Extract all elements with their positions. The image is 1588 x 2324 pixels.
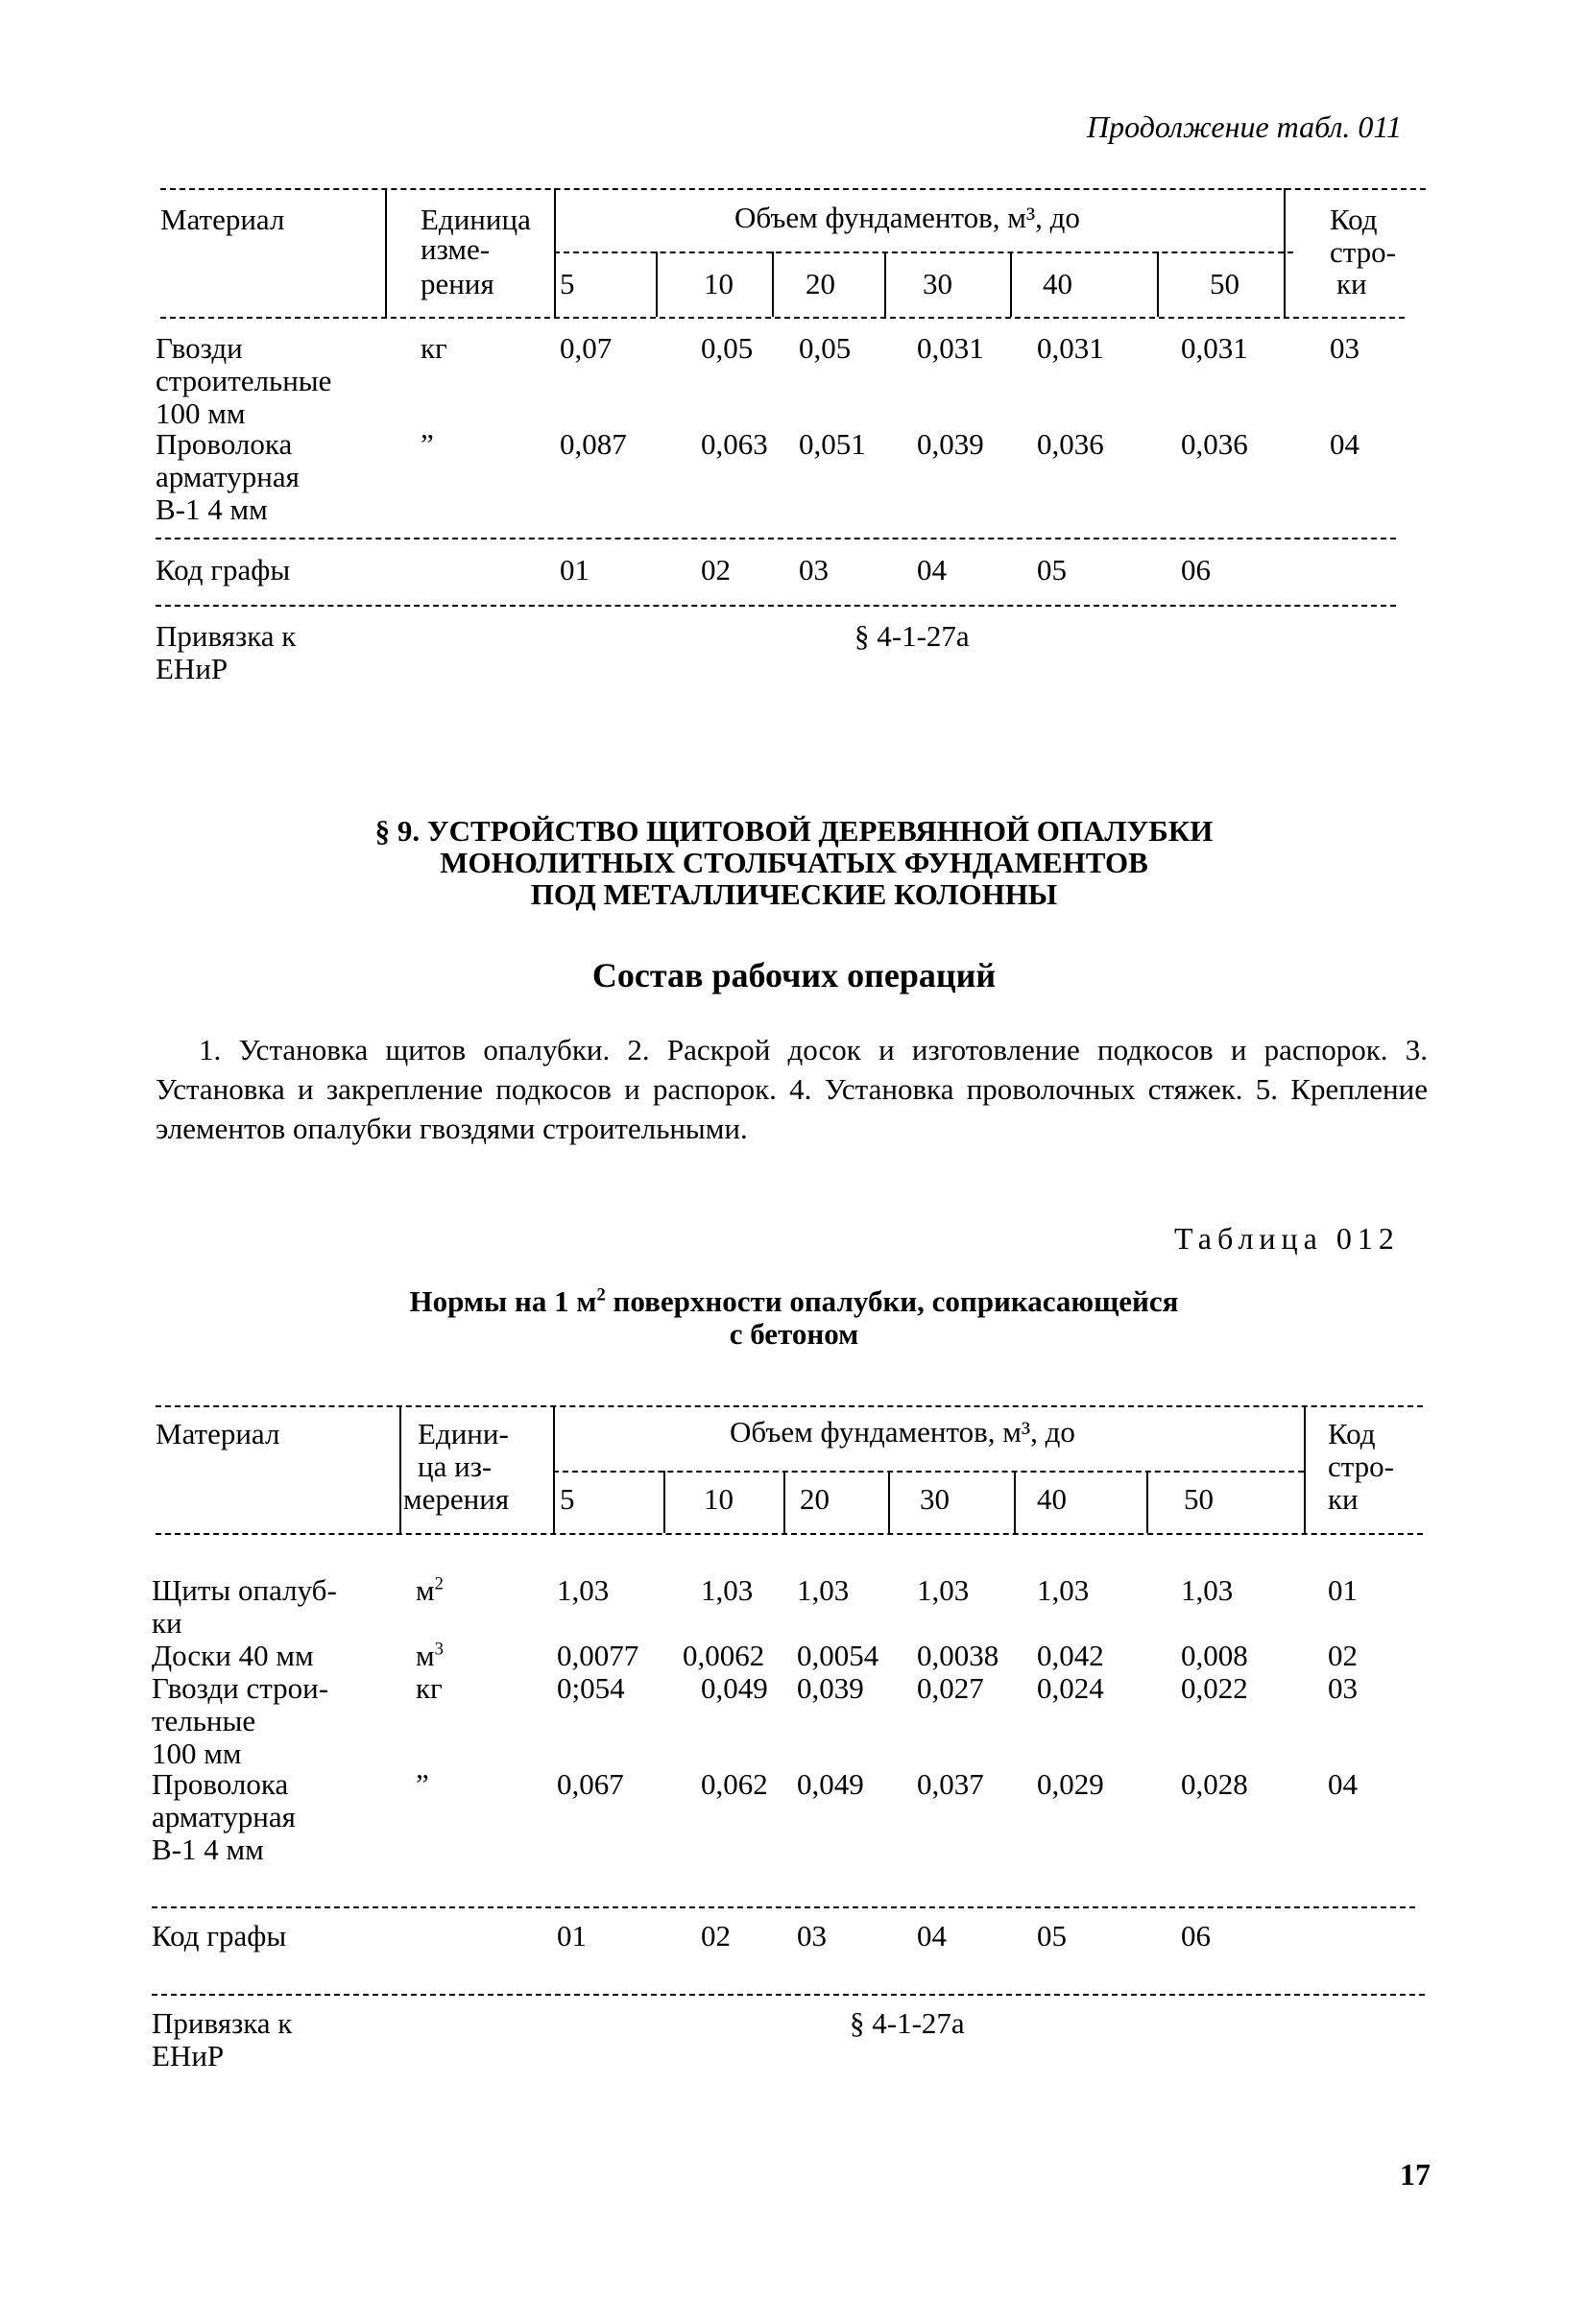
table2-header-unit-l2: ца из- <box>418 1450 493 1483</box>
row-value: 1,03 <box>917 1573 970 1607</box>
row-value: 0,051 <box>799 427 866 461</box>
table1-subheader-rule <box>554 252 1293 253</box>
row-name-line: арматурная <box>156 460 300 493</box>
table1-header-col: 20 <box>806 267 835 300</box>
table2-graph-code-label: Код графы <box>152 1919 287 1953</box>
row-name-line: строительные <box>156 364 332 397</box>
graph-code: 02 <box>701 1919 731 1953</box>
table2-binding-l1: Привязка к <box>152 2006 293 2040</box>
row-name-line: Проволока <box>156 427 293 461</box>
row-name-line: арматурная <box>152 1800 296 1833</box>
row-value: 0,05 <box>799 331 852 365</box>
row-value: 0;054 <box>557 1671 625 1705</box>
row-value: 1,03 <box>701 1573 754 1607</box>
table1-rule-before-codes <box>156 538 1396 539</box>
row-value: 0,0077 <box>557 1639 639 1672</box>
row-value: 1,03 <box>797 1573 850 1607</box>
table1-top-rule <box>160 188 1426 190</box>
table2-header-col: 50 <box>1184 1482 1214 1516</box>
section-title-line: § 9. УСТРОЙСТВО ЩИТОВОЙ ДЕРЕВЯННОЙ ОПАЛУБКИ <box>374 814 1214 848</box>
table2-rule-before-codes <box>152 1906 1415 1908</box>
row-name-line: 100 мм <box>156 396 246 430</box>
graph-code: 01 <box>557 1919 587 1953</box>
table1-col-divider <box>884 252 886 317</box>
graph-code: 05 <box>1037 553 1067 587</box>
table1-header-unit-l2: изме- <box>421 232 491 266</box>
row-value: 0,022 <box>1181 1671 1248 1705</box>
table2-header-code-l3: ки <box>1328 1482 1359 1516</box>
table1-header-code-l2: стро- <box>1330 235 1397 269</box>
row-value: 0,067 <box>557 1767 624 1801</box>
row-name-line: Гвозди строи- <box>152 1671 329 1705</box>
table-label: Таблица 012 <box>1174 1221 1400 1256</box>
graph-code: 04 <box>917 553 947 587</box>
row-value: 0,087 <box>560 427 627 461</box>
graph-code: 03 <box>799 553 829 587</box>
row-value: 0,0038 <box>917 1639 999 1672</box>
row-value: 0,031 <box>1037 331 1104 365</box>
graph-code: 02 <box>701 553 731 587</box>
row-name-line: Гвозди <box>156 331 243 365</box>
section-title-line: МОНОЛИТНЫХ СТОЛБЧАТЫХ ФУНДАМЕНТОВ <box>440 846 1148 879</box>
section-title-line: ПОД МЕТАЛЛИЧЕСКИЕ КОЛОННЫ <box>530 877 1058 911</box>
graph-code: 03 <box>797 1919 827 1953</box>
row-name-line: тельные <box>152 1704 256 1737</box>
table2-header-material: Материал <box>156 1417 280 1450</box>
table1-graph-code-label: Код графы <box>156 553 291 587</box>
row-value: 0,0054 <box>797 1639 879 1672</box>
table1-header-col: 10 <box>704 267 734 300</box>
table1-col-divider <box>1284 188 1286 317</box>
table2-header-code-l2: стро- <box>1328 1450 1395 1483</box>
table2-col-divider <box>1304 1405 1306 1533</box>
table1-header-unit-l3: рения <box>421 267 494 300</box>
row-unit: $м^2$ <box>416 1573 444 1607</box>
row-code: 03 <box>1330 331 1359 365</box>
table1-binding-ref: § 4-1-27а <box>854 619 970 653</box>
row-value: 0,036 <box>1181 427 1248 461</box>
row-value: 0,063 <box>701 427 768 461</box>
table2-subheader-rule <box>553 1471 1304 1473</box>
graph-code: 06 <box>1181 553 1211 587</box>
row-value: 0,07 <box>560 331 613 365</box>
table1-header-col: 30 <box>923 267 952 300</box>
table1-col-divider <box>554 188 556 317</box>
row-unit: кг <box>421 331 447 365</box>
table2-binding-ref: § 4-1-27а <box>850 2006 965 2040</box>
row-value: 0,062 <box>701 1767 768 1801</box>
table2-header-bottom-rule <box>156 1533 1423 1535</box>
row-value: 0,031 <box>1181 331 1248 365</box>
row-value: 1,03 <box>1037 1573 1090 1607</box>
row-value: 0,036 <box>1037 427 1104 461</box>
table2-top-rule <box>156 1405 1423 1407</box>
norms-title-line: с бетоном <box>729 1317 859 1351</box>
table2-header-volume: Объем фундаментов, м³, до <box>730 1415 1075 1449</box>
norms-title-line: Нормы на 1 $м^2$ поверхности опалубки, соприкасающейся <box>409 1284 1179 1318</box>
table2-header-col: 20 <box>800 1482 830 1516</box>
table1-header-volume: Объем фундаментов, м³, до <box>734 201 1080 234</box>
row-value: 0,0062 <box>683 1639 765 1672</box>
row-name-line: Доски 40 мм <box>152 1639 314 1672</box>
table2-binding-l2: ЕНиР <box>152 2039 225 2072</box>
row-value: 1,03 <box>557 1573 610 1607</box>
row-code: 01 <box>1328 1573 1358 1607</box>
table2-header-col: 30 <box>920 1482 950 1516</box>
row-unit: ” <box>421 427 434 461</box>
table1-binding-l1: Привязка к <box>156 619 297 653</box>
row-value: 0,029 <box>1037 1767 1104 1801</box>
table1-header-code-l1: Код <box>1330 203 1378 236</box>
table2-header-unit-l3: мерения <box>403 1482 510 1516</box>
table1-header-col: 50 <box>1210 267 1239 300</box>
table2-header-col: 10 <box>704 1482 734 1516</box>
row-name-line: ки <box>152 1606 182 1640</box>
row-value: 1,03 <box>1181 1573 1234 1607</box>
row-value: 0,024 <box>1037 1671 1104 1705</box>
row-value: 0,039 <box>797 1671 864 1705</box>
table1-header-code-l3: ки <box>1336 267 1367 300</box>
table2-col-divider <box>1014 1471 1016 1533</box>
operations-title: Состав рабочих операций <box>591 956 997 994</box>
table2-col-divider <box>888 1471 890 1533</box>
row-value: 0,028 <box>1181 1767 1248 1801</box>
table1-header-col: 40 <box>1043 267 1072 300</box>
graph-code: 06 <box>1181 1919 1211 1953</box>
graph-code: 04 <box>917 1919 947 1953</box>
table1-header-unit-l1: Единица <box>421 203 531 236</box>
row-value: 0,05 <box>701 331 754 365</box>
row-value: 0,008 <box>1181 1639 1248 1672</box>
continuation-title: Продолжение табл. 011 <box>1087 109 1403 144</box>
row-unit: кг <box>416 1671 443 1705</box>
table1-col-divider <box>1157 252 1159 317</box>
table2-col-divider <box>663 1471 665 1533</box>
row-unit: $м^3$ <box>416 1639 444 1672</box>
table1-col-divider <box>656 252 658 317</box>
row-value: 0,031 <box>917 331 984 365</box>
row-code: 04 <box>1330 427 1359 461</box>
row-code: 02 <box>1328 1639 1358 1672</box>
row-name-line: Проволока <box>152 1767 289 1801</box>
table1-header-material: Материал <box>160 203 285 236</box>
table1-header-col: 5 <box>560 267 575 300</box>
table2-rule-after-codes <box>152 1994 1425 1996</box>
row-name-line: В-1 4 мм <box>152 1833 264 1866</box>
row-code: 04 <box>1328 1767 1358 1801</box>
row-name-line: 100 мм <box>152 1737 242 1770</box>
row-name-line: Щиты опалуб- <box>152 1573 337 1607</box>
table2-header-col: 40 <box>1037 1482 1067 1516</box>
row-value: 0,027 <box>917 1671 984 1705</box>
page-number: 17 <box>1400 2157 1431 2192</box>
graph-code: 05 <box>1037 1919 1067 1953</box>
table1-rule-after-codes <box>156 605 1396 607</box>
row-value: 0,037 <box>917 1767 984 1801</box>
graph-code: 01 <box>560 553 589 587</box>
table1-header-bottom-rule <box>160 317 1405 319</box>
table1-col-divider <box>385 188 387 317</box>
table1-col-divider <box>772 252 774 317</box>
operations-text: 1. Установка щитов опалубки. 2. Раскрой досок и изготовление подкосов и распорок. 3. Установка и закрепление подкосов и распорок. 4. Установка проволочных стяжек. 5. Крепление элементов опалубки гвоздями строительными. <box>156 1033 1428 1145</box>
row-code: 03 <box>1328 1671 1358 1705</box>
table2-header-unit-l1: Едини- <box>418 1417 509 1450</box>
table1-binding-l2: ЕНиР <box>156 652 229 685</box>
row-value: 0,042 <box>1037 1639 1104 1672</box>
table2-col-divider <box>1146 1471 1148 1533</box>
table2-col-divider <box>553 1405 555 1533</box>
table2-col-divider <box>783 1471 785 1533</box>
row-name-line: В-1 4 мм <box>156 492 268 526</box>
row-value: 0,049 <box>701 1671 768 1705</box>
table2-header-col: 5 <box>560 1482 575 1516</box>
row-value: 0,039 <box>917 427 984 461</box>
row-value: 0,049 <box>797 1767 864 1801</box>
row-unit: ” <box>416 1767 429 1801</box>
table2-header-code-l1: Код <box>1328 1417 1376 1450</box>
table1-col-divider <box>1010 252 1012 317</box>
table2-col-divider <box>399 1405 401 1533</box>
